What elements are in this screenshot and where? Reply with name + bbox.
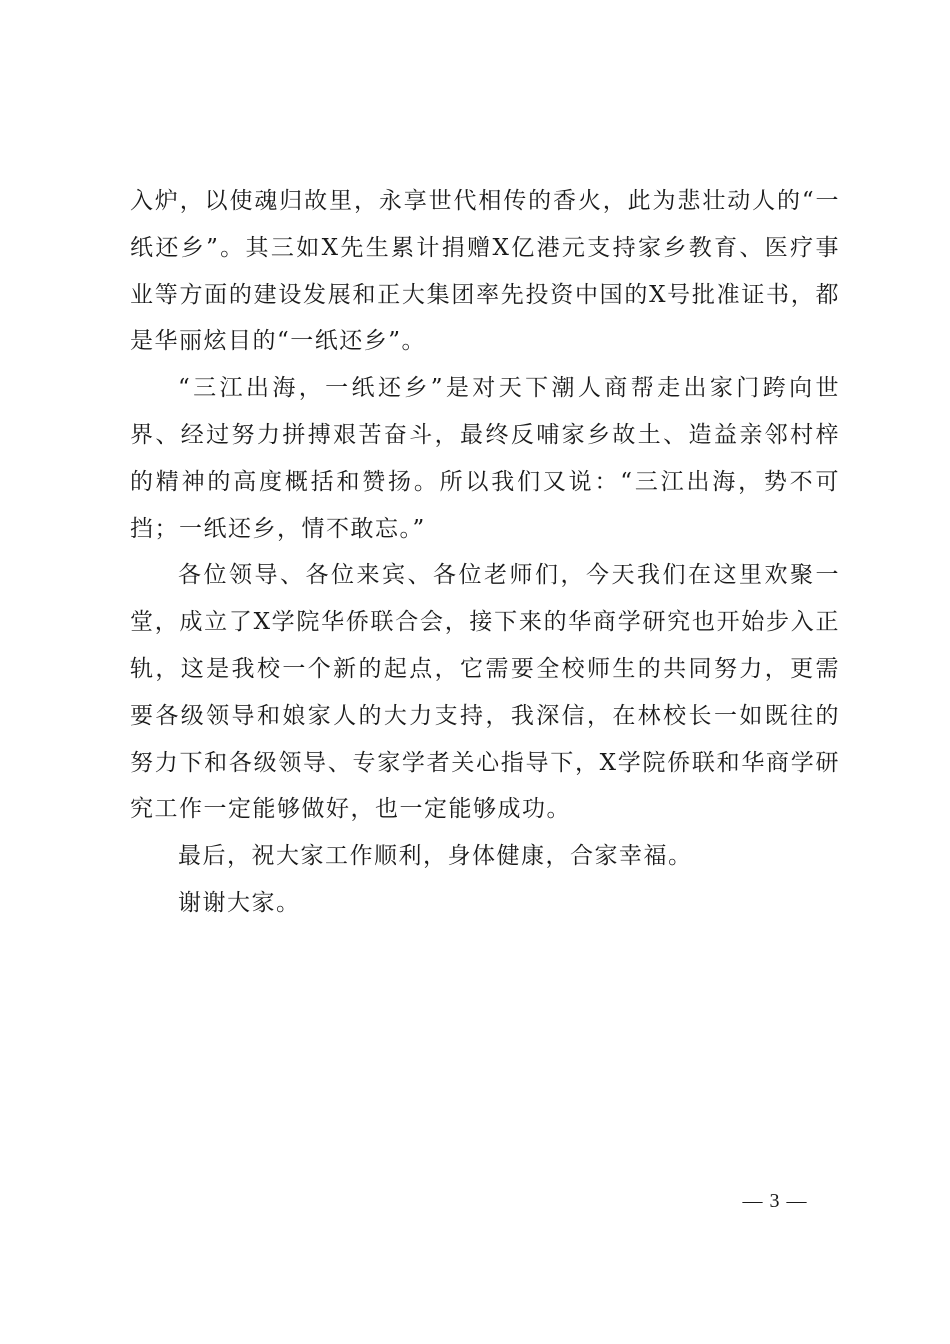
page-number: — 3 — [742, 1190, 808, 1212]
paragraph-sanjiang: “三江出海，一纸还乡”是对天下潮人商帮走出家门跨向世界、经过努力拼搏艰苦奋斗，最终反哺家乡故土、造益亲邻村梓的精神的高度概括和赞扬。所以我们又说：“三江出海，势不可挡；一纸还乡，情不敢忘。” [130, 375, 840, 542]
paragraph-greeting: 各位领导、各位来宾、各位老师们，今天我们在这里欢聚一堂，成立了X学院华侨联合会，接下来的华商学研究也开始步入正轨，这是我校一个新的起点，它需要全校师生的共同努力，更需要各级领导和娘家人的大力支持，我深信，在林校长一如既往的努力下和各级领导、专家学者关心指导下，X学院侨联和华商学研究工作一定能够做好，也一定能够成功。 [130, 562, 840, 823]
document-body [130, 178, 840, 927]
paragraph-continued: 入炉，以使魂归故里，永享世代相传的香火，此为悲壮动人的“一纸还乡”。其三如X先生累计捐赠X亿港元支持家乡教育、医疗事业等方面的建设发展和正大集团率先投资中国的X号批准证书，都是华丽炫目的“一纸还乡”。 [130, 188, 840, 355]
paragraph-wishes: 最后，祝大家工作顺利，身体健康，合家幸福。 [178, 843, 693, 870]
paragraph-thanks: 谢谢大家。 [178, 889, 301, 916]
